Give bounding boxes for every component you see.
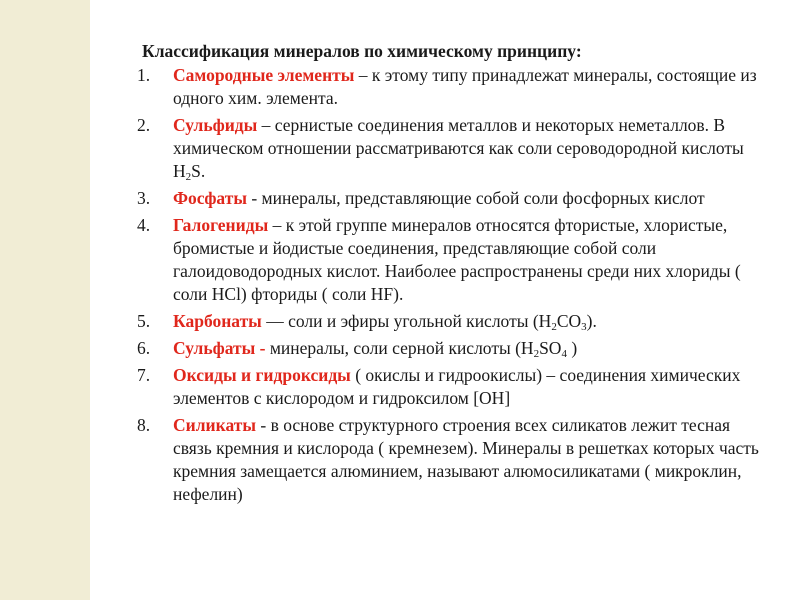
item-term: Оксиды и гидроксиды	[173, 365, 351, 385]
item-number: 5.	[137, 311, 151, 331]
item-number: 2.	[137, 115, 151, 135]
slide-title: Классификация минералов по химическому принципу:	[142, 41, 582, 61]
item-number: 8.	[137, 415, 151, 435]
formula-tail: ).	[586, 311, 597, 331]
formula-subscript: 2	[185, 171, 192, 183]
item-term: Самородные элементы	[173, 65, 355, 85]
item-number: 1.	[137, 65, 151, 85]
item-number: 4.	[137, 215, 151, 235]
formula-subscript: 3	[581, 321, 587, 333]
formula-tail: )	[566, 338, 578, 358]
item-text: минералы, соли серной кислоты (H	[265, 338, 534, 358]
list-item-native-elements	[130, 64, 770, 110]
list-item-silicates	[130, 414, 770, 506]
item-text: ( окислы и гидроокислы) – соединения химических элементов с кислородом и гидроксилом [OH]	[173, 365, 741, 408]
list-item-oxides-hydroxides	[130, 364, 770, 410]
item-text: – к этому типу принадлежат минералы, состоящие из одного хим. элемента.	[173, 65, 757, 108]
item-text: — соли и эфиры угольной кислоты (H	[261, 311, 552, 331]
classification-list	[130, 64, 770, 510]
formula-middle: CO	[556, 311, 582, 331]
item-text: – сернистые соединения металлов и некоторых неметаллов. В химическом отношении рассматриваются как соли сероводородной кислоты H	[173, 115, 744, 181]
item-term: Карбонаты	[173, 311, 262, 331]
list-item-carbonates	[130, 310, 770, 333]
list-item-sulfides	[130, 114, 770, 183]
item-text: - в основе структурного строения всех силикатов лежит тесная связь кремния и кислорода ( кремнезем). Минералы в решетках которых часть кремния замещается алюминием, называют алюмосиликатами ( микроклин, нефелин)	[173, 415, 759, 504]
item-term: Сульфаты -	[173, 338, 266, 358]
item-number: 7.	[137, 365, 151, 385]
formula-subscript: 4	[561, 348, 567, 360]
item-number: 3.	[137, 188, 151, 208]
item-term: Силикаты	[173, 415, 256, 435]
formula-subscript: 2	[533, 348, 540, 360]
formula-middle: SO	[539, 338, 562, 358]
item-term: Галогениды	[173, 215, 269, 235]
item-term: Фосфаты	[173, 188, 247, 208]
formula-subscript: 2	[551, 321, 557, 333]
left-decorative-band	[0, 0, 90, 600]
item-term: Сульфиды	[173, 115, 258, 135]
list-item-phosphates	[130, 187, 770, 210]
item-text: - минералы, представляющие собой соли фосфорных кислот	[246, 188, 705, 208]
list-item-halides	[130, 214, 770, 306]
item-number: 6.	[137, 338, 151, 358]
formula-tail: S.	[191, 161, 206, 181]
item-text: – к этой группе минералов относятся фтористые, хлористые, бромистые и йодистые соединения, представляющие собой соли галоидоводородных кислот. Наиболее распространены среди них хлориды ( соли HCl) фториды ( соли HF).	[173, 215, 741, 304]
list-item-sulfates	[130, 337, 770, 360]
